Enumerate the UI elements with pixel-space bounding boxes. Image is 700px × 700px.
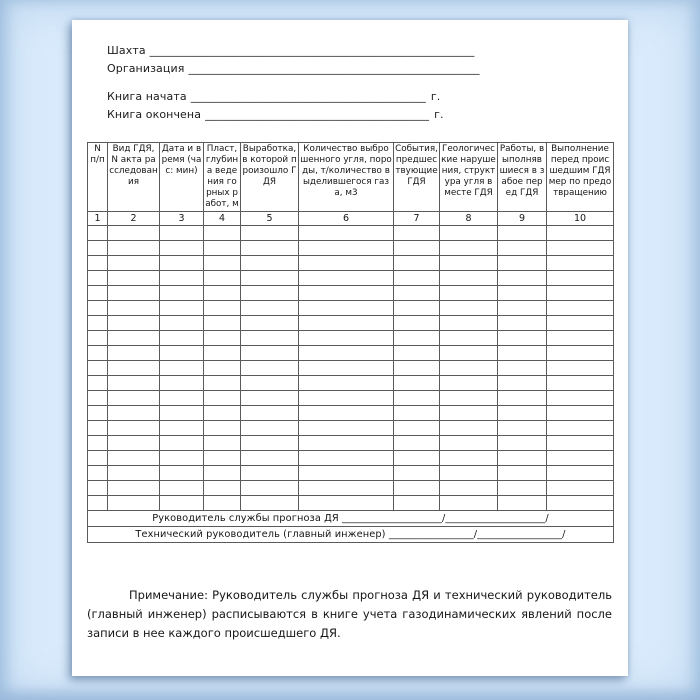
table-empty-row <box>88 466 614 481</box>
table-empty-cell <box>394 316 440 331</box>
table-empty-cell <box>394 376 440 391</box>
table-empty-row <box>88 406 614 421</box>
table-empty-cell <box>299 301 394 316</box>
book-finished-year-suffix: г. <box>434 108 444 121</box>
col-number: 5 <box>241 212 299 226</box>
col-number: 3 <box>160 212 204 226</box>
table-empty-cell <box>547 436 614 451</box>
table-empty-cell <box>204 331 241 346</box>
gdya-log-table <box>87 142 614 543</box>
table-empty-cell <box>108 406 160 421</box>
table-empty-cell <box>394 481 440 496</box>
fields-gap <box>107 78 480 88</box>
col-header-gdya-type: Вид ГДЯ, N акта расследования <box>108 143 160 212</box>
book-finished-blank-line: ________________________________________ <box>205 108 430 121</box>
field-book-finished <box>107 106 480 124</box>
form-page <box>72 20 628 676</box>
table-empty-cell <box>299 436 394 451</box>
table-empty-cell <box>88 361 108 376</box>
table-empty-cell <box>88 241 108 256</box>
table-empty-cell <box>498 481 547 496</box>
table-empty-row <box>88 226 614 241</box>
table-empty-cell <box>498 376 547 391</box>
table-empty-cell <box>547 226 614 241</box>
table-empty-cell <box>88 406 108 421</box>
table-empty-cell <box>394 301 440 316</box>
table-empty-cell <box>241 391 299 406</box>
table-empty-cell <box>547 481 614 496</box>
table-empty-cell <box>241 331 299 346</box>
table-empty-cell <box>440 346 498 361</box>
table-empty-cell <box>498 466 547 481</box>
table-empty-cell <box>440 271 498 286</box>
table-empty-cell <box>547 316 614 331</box>
table-empty-row <box>88 436 614 451</box>
table-empty-cell <box>498 256 547 271</box>
table-empty-cell <box>547 421 614 436</box>
table-empty-cell <box>88 256 108 271</box>
table-empty-cell <box>204 241 241 256</box>
table-empty-cell <box>88 451 108 466</box>
table-empty-cell <box>160 301 204 316</box>
table-empty-row <box>88 481 614 496</box>
table-empty-cell <box>498 361 547 376</box>
table-empty-cell <box>204 271 241 286</box>
table-empty-cell <box>88 346 108 361</box>
table-empty-row <box>88 376 614 391</box>
table-empty-cell <box>160 436 204 451</box>
table-empty-cell <box>299 286 394 301</box>
table-empty-cell <box>88 391 108 406</box>
table-empty-cell <box>160 271 204 286</box>
table-empty-cell <box>299 271 394 286</box>
table-empty-cell <box>108 346 160 361</box>
table-empty-row <box>88 391 614 406</box>
table-empty-cell <box>204 226 241 241</box>
table-empty-cell <box>204 286 241 301</box>
table-empty-cell <box>547 301 614 316</box>
col-number: 2 <box>108 212 160 226</box>
table-empty-cell <box>204 421 241 436</box>
table-empty-cell <box>547 391 614 406</box>
signature-row-forecast-head <box>88 511 614 527</box>
organization-label: Организация <box>107 62 185 75</box>
table-empty-cell <box>88 376 108 391</box>
table-empty-cell <box>440 331 498 346</box>
table-empty-cell <box>204 436 241 451</box>
table-empty-cell <box>108 496 160 511</box>
table-empty-cell <box>160 406 204 421</box>
col-header-geology: Геологические нарушения, структура угля в месте ГДЯ <box>440 143 498 212</box>
table-empty-cell <box>394 421 440 436</box>
chief-engineer-signature-line: Технический руководитель (главный инженер) _________________/_________________/ <box>88 527 614 543</box>
table-empty-cell <box>241 376 299 391</box>
col-number: 7 <box>394 212 440 226</box>
col-number: 9 <box>498 212 547 226</box>
mine-label: Шахта <box>107 44 146 57</box>
table-empty-cell <box>160 421 204 436</box>
table-empty-cell <box>241 346 299 361</box>
table-empty-cell <box>440 451 498 466</box>
table-empty-cell <box>394 271 440 286</box>
table-empty-cell <box>108 316 160 331</box>
table-empty-cell <box>241 481 299 496</box>
table-empty-cell <box>204 466 241 481</box>
table-empty-cell <box>547 451 614 466</box>
table-empty-cell <box>440 376 498 391</box>
table-empty-cell <box>160 451 204 466</box>
table-empty-row <box>88 361 614 376</box>
table-empty-cell <box>498 451 547 466</box>
table-empty-cell <box>440 436 498 451</box>
table-empty-cell <box>299 391 394 406</box>
table-empty-row <box>88 271 614 286</box>
table-empty-cell <box>394 466 440 481</box>
table-empty-cell <box>241 256 299 271</box>
table-empty-cell <box>498 331 547 346</box>
table-empty-cell <box>241 301 299 316</box>
table-empty-cell <box>241 496 299 511</box>
footnote: Примечание: Руководитель службы прогноза ДЯ и технический руководитель (главный инженер) расписываются в книге учета газодинамических явлений после записи в нее каждого происшедшего ДЯ. <box>87 587 612 640</box>
table-empty-cell <box>440 496 498 511</box>
column-number-row <box>88 212 614 226</box>
table-empty-cell <box>241 286 299 301</box>
table-empty-cell <box>498 421 547 436</box>
table-empty-cell <box>498 346 547 361</box>
table-empty-cell <box>204 316 241 331</box>
table-empty-cell <box>440 406 498 421</box>
table-empty-cell <box>108 331 160 346</box>
table-empty-cell <box>394 406 440 421</box>
table-empty-cell <box>204 256 241 271</box>
table-empty-cell <box>160 316 204 331</box>
table-empty-cell <box>440 391 498 406</box>
table-empty-cell <box>204 361 241 376</box>
table-empty-cell <box>241 241 299 256</box>
table-empty-cell <box>160 361 204 376</box>
table-empty-cell <box>241 466 299 481</box>
table-empty-cell <box>547 406 614 421</box>
table-empty-cell <box>299 241 394 256</box>
table-empty-cell <box>440 226 498 241</box>
table-empty-cell <box>88 436 108 451</box>
table-empty-cell <box>394 436 440 451</box>
table-empty-cell <box>108 391 160 406</box>
table-empty-row <box>88 256 614 271</box>
table-empty-cell <box>498 436 547 451</box>
table-empty-cell <box>108 466 160 481</box>
table-empty-cell <box>204 406 241 421</box>
table-empty-cell <box>108 226 160 241</box>
table-empty-cell <box>440 466 498 481</box>
table-empty-cell <box>440 301 498 316</box>
table-empty-cell <box>241 421 299 436</box>
table-empty-row <box>88 241 614 256</box>
col-header-datetime: Дата и время (час: мин) <box>160 143 204 212</box>
table-empty-cell <box>108 481 160 496</box>
table-empty-row <box>88 346 614 361</box>
table-empty-cell <box>108 436 160 451</box>
table-empty-cell <box>440 361 498 376</box>
table-empty-cell <box>160 496 204 511</box>
table-empty-cell <box>299 451 394 466</box>
table-empty-cell <box>440 241 498 256</box>
table-empty-cell <box>299 406 394 421</box>
table-empty-cell <box>394 331 440 346</box>
table-empty-cell <box>204 496 241 511</box>
col-number: 6 <box>299 212 394 226</box>
mine-blank-line: __________________________________________________________ <box>149 44 475 57</box>
table-empty-cell <box>498 286 547 301</box>
table-empty-cell <box>108 421 160 436</box>
col-header-face-works: Работы, выполнявшиеся в забое перед ГДЯ <box>498 143 547 212</box>
table-empty-cell <box>547 361 614 376</box>
table-empty-cell <box>88 286 108 301</box>
table-empty-cell <box>498 241 547 256</box>
col-header-ejected-coal: Количество выброшенного угля, породы, т/количество выделившегося газа, м3 <box>299 143 394 212</box>
table-empty-row <box>88 331 614 346</box>
table-empty-cell <box>204 301 241 316</box>
table-empty-cell <box>204 391 241 406</box>
table-empty-cell <box>108 286 160 301</box>
table-empty-cell <box>108 361 160 376</box>
table-empty-cell <box>394 361 440 376</box>
table-empty-cell <box>88 496 108 511</box>
table-empty-row <box>88 421 614 436</box>
table-empty-cell <box>299 331 394 346</box>
table-empty-cell <box>160 286 204 301</box>
col-header-prevention: Выполнение перед происшедшим ГДЯ мер по предотвращению <box>547 143 614 212</box>
table-empty-cell <box>160 376 204 391</box>
table-empty-cell <box>299 376 394 391</box>
table-empty-cell <box>160 226 204 241</box>
table-empty-cell <box>160 331 204 346</box>
table-empty-cell <box>241 361 299 376</box>
table-empty-row <box>88 316 614 331</box>
table-empty-cell <box>394 286 440 301</box>
table-empty-cell <box>108 256 160 271</box>
table-empty-cell <box>160 241 204 256</box>
table-empty-cell <box>440 286 498 301</box>
col-header-preceding-events: События, предшествующие ГДЯ <box>394 143 440 212</box>
table-empty-cell <box>108 451 160 466</box>
table-empty-cell <box>108 376 160 391</box>
table-empty-cell <box>394 226 440 241</box>
table-empty-cell <box>299 316 394 331</box>
table-empty-cell <box>88 466 108 481</box>
table-empty-cell <box>241 316 299 331</box>
table-empty-cell <box>204 481 241 496</box>
table-empty-row <box>88 301 614 316</box>
book-started-blank-line: __________________________________________ <box>190 90 426 103</box>
field-mine <box>107 42 480 60</box>
col-number: 4 <box>204 212 241 226</box>
table-empty-cell <box>204 451 241 466</box>
table-empty-cell <box>88 271 108 286</box>
table-empty-cell <box>547 346 614 361</box>
table-empty-row <box>88 496 614 511</box>
table-empty-cell <box>394 346 440 361</box>
table-empty-cell <box>108 271 160 286</box>
col-number: 10 <box>547 212 614 226</box>
table-empty-cell <box>299 256 394 271</box>
table-empty-cell <box>160 256 204 271</box>
table-empty-cell <box>88 481 108 496</box>
table-empty-cell <box>440 256 498 271</box>
table-empty-cell <box>547 466 614 481</box>
table-empty-cell <box>498 406 547 421</box>
book-started-label: Книга начата <box>107 90 187 103</box>
book-started-year-suffix: г. <box>430 90 441 103</box>
table-empty-cell <box>299 361 394 376</box>
table-empty-cell <box>394 451 440 466</box>
table-empty-cell <box>299 346 394 361</box>
table-empty-cell <box>241 406 299 421</box>
col-number: 8 <box>440 212 498 226</box>
table-empty-cell <box>547 256 614 271</box>
table-empty-cell <box>547 286 614 301</box>
col-header-num: N п/п <box>88 143 108 212</box>
table-empty-cell <box>498 226 547 241</box>
table-empty-cell <box>547 271 614 286</box>
table-empty-cell <box>108 241 160 256</box>
table-empty-cell <box>498 496 547 511</box>
book-finished-label: Книга окончена <box>107 108 202 121</box>
col-header-seam-depth: Пласт, глубина ведения горных работ, м <box>204 143 241 212</box>
table-empty-cell <box>299 481 394 496</box>
table-empty-cell <box>440 421 498 436</box>
table-empty-cell <box>160 466 204 481</box>
table-empty-cell <box>547 496 614 511</box>
table-empty-cell <box>241 226 299 241</box>
table-empty-cell <box>299 466 394 481</box>
table-empty-row <box>88 451 614 466</box>
table-empty-cell <box>88 421 108 436</box>
signature-row-chief-engineer <box>88 527 614 543</box>
table-empty-cell <box>394 496 440 511</box>
organization-blank-line: ____________________________________________________ <box>188 62 480 75</box>
table-empty-cell <box>547 376 614 391</box>
table-empty-cell <box>547 331 614 346</box>
table-empty-cell <box>394 241 440 256</box>
field-book-started <box>107 88 480 106</box>
table-empty-cell <box>108 301 160 316</box>
table-empty-cell <box>160 346 204 361</box>
col-number: 1 <box>88 212 108 226</box>
table-empty-cell <box>440 316 498 331</box>
table-empty-cell <box>88 316 108 331</box>
col-header-working: Выработка, в которой произошло ГДЯ <box>241 143 299 212</box>
table-empty-cell <box>241 271 299 286</box>
table-empty-cell <box>299 226 394 241</box>
table-empty-cell <box>88 226 108 241</box>
table-empty-cell <box>547 241 614 256</box>
table-empty-cell <box>498 301 547 316</box>
table-empty-cell <box>498 271 547 286</box>
table-empty-cell <box>241 436 299 451</box>
table-header-row <box>88 143 614 212</box>
header-fields <box>107 42 480 124</box>
table-empty-cell <box>88 331 108 346</box>
table-empty-cell <box>204 346 241 361</box>
table-empty-cell <box>498 316 547 331</box>
table-empty-cell <box>299 496 394 511</box>
table-empty-cell <box>88 301 108 316</box>
table-empty-cell <box>160 391 204 406</box>
table-empty-cell <box>394 391 440 406</box>
table-empty-cell <box>498 391 547 406</box>
table-empty-row <box>88 286 614 301</box>
table-empty-cell <box>241 451 299 466</box>
table-empty-cell <box>204 376 241 391</box>
table-empty-cell <box>440 481 498 496</box>
field-organization <box>107 60 480 78</box>
table-empty-cell <box>160 481 204 496</box>
table-empty-cell <box>394 256 440 271</box>
forecast-head-signature-line: Руководитель службы прогноза ДЯ ____________________/____________________/ <box>88 511 614 527</box>
table-empty-cell <box>299 421 394 436</box>
